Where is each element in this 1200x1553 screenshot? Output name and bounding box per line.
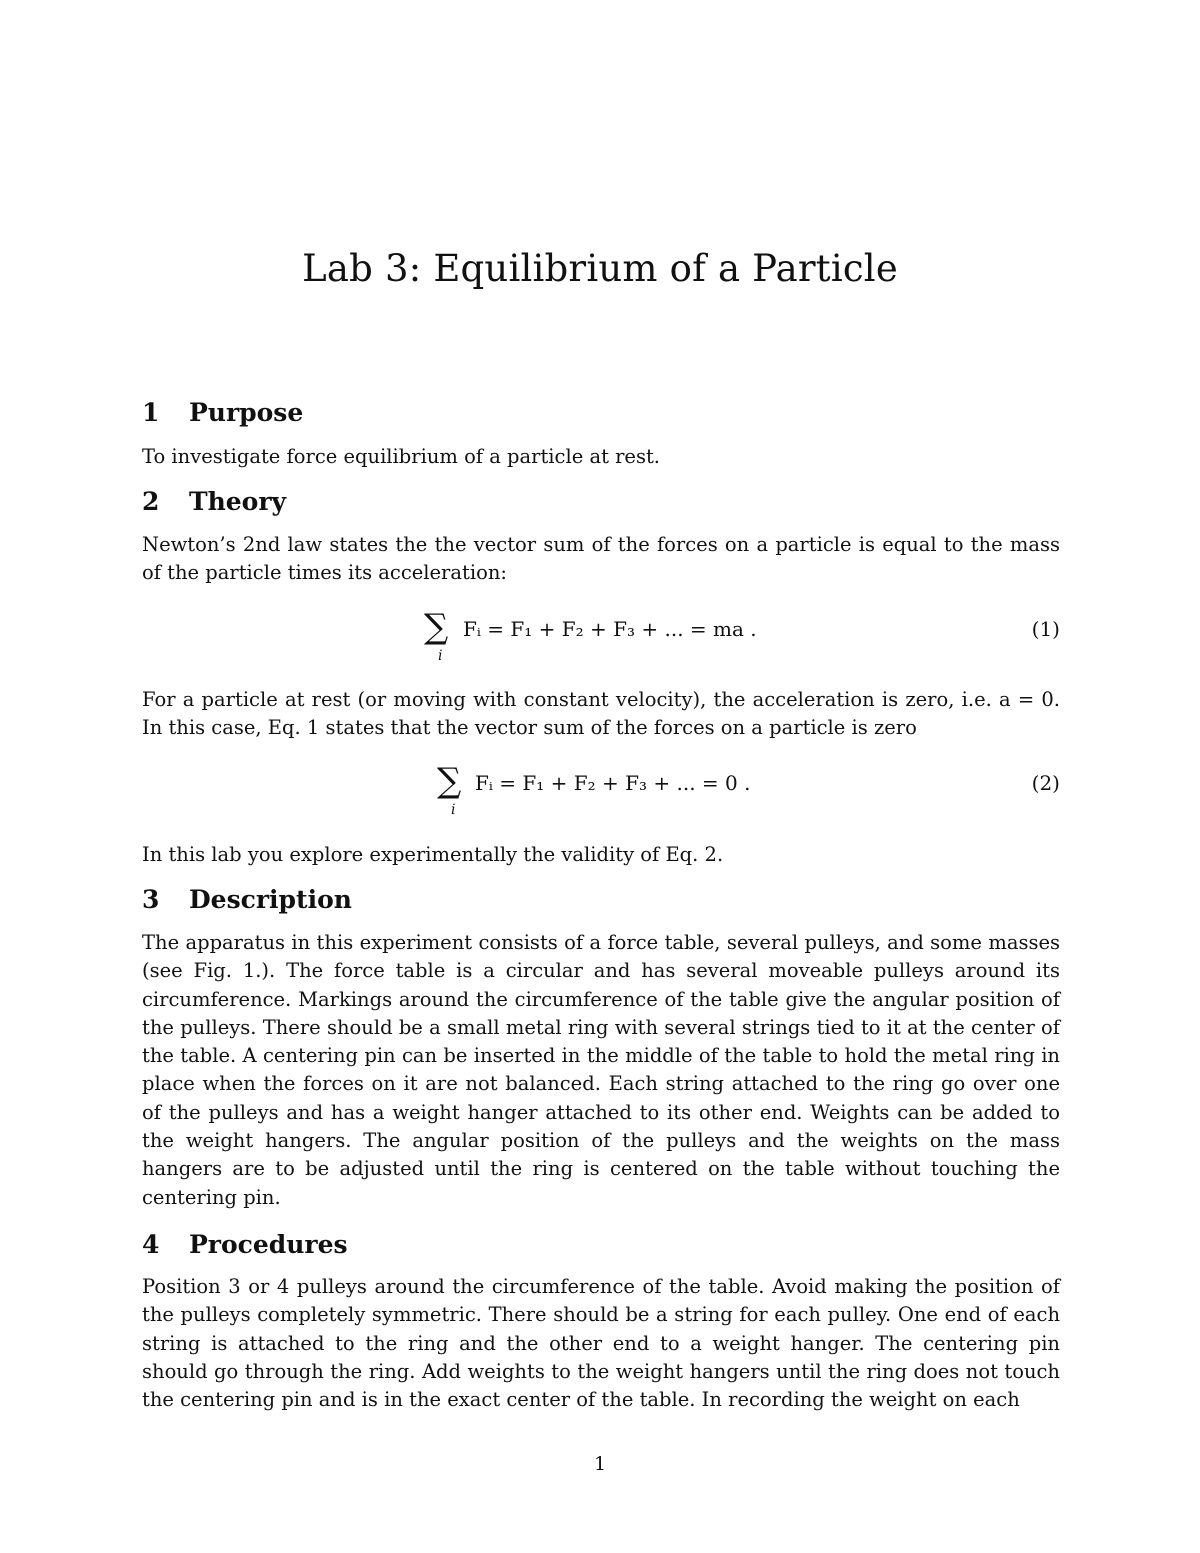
summation-symbol: ∑	[424, 607, 449, 647]
section-number: 2	[142, 487, 160, 516]
theory-paragraph-2: For a particle at rest (or moving with constant velocity), the acceleration is zero, i.e. a = 0. In this case, Eq. 1 states that the vector sum of the forces on a particle is zero	[142, 688, 1060, 740]
procedures-paragraph: Position 3 or 4 pulleys around the circumference of the table. Avoid making the position of the pulleys completely symmetric. There should be a string for each pulley. One end of each string is attached to the ring and the other end to a weight hanger. The centering pin should go through the ring. Add weights to the weight hangers until the ring does not touch the centering pin and is in the exact center of the table. In recording the weight on each	[142, 1275, 1060, 1412]
section-number: 1	[142, 398, 160, 427]
summation-symbol: ∑	[437, 761, 462, 801]
purpose-paragraph: To investigate force equilibrium of a particle at rest.	[142, 445, 661, 468]
equation-label: (1)	[1031, 617, 1060, 641]
description-paragraph: The apparatus in this experiment consists of a force table, several pulleys, and some masses (see Fig. 1.). The force table is a circular and has several moveable pulleys around its circumference. Markings around the circumference of the table give the angular position of the pulleys. There should be a small metal ring with several strings tied to it at the center of the table. A centering pin can be inserted in the middle of the table to hold the metal ring in place when the forces on it are not balanced. Each string attached to the ring go over one of the pulleys and has a weight hanger attached to its other end. Weights can be added to the weight hangers. The angular position of the pulleys and the weights on the mass hangers are to be adjusted until the ring is centered on the table without touching the centering pin.	[142, 931, 1060, 1209]
section-number: 3	[142, 885, 160, 914]
section-title: Procedures	[189, 1230, 348, 1259]
theory-paragraph-3: In this lab you explore experimentally the validity of Eq. 2.	[142, 843, 724, 866]
section-heading-purpose	[142, 398, 303, 427]
equation-expression: Fᵢ = F₁ + F₂ + F₃ + ... = ma .	[463, 617, 757, 641]
section-title: Purpose	[189, 398, 304, 427]
equation-1	[142, 607, 1060, 670]
equation-2	[142, 761, 1060, 824]
equation-expression: Fᵢ = F₁ + F₂ + F₃ + ... = 0 .	[475, 771, 751, 795]
page-number: 1	[593, 1453, 607, 1475]
section-heading-procedures	[142, 1230, 348, 1259]
summation-index: i	[451, 802, 456, 818]
section-heading-theory	[142, 487, 286, 516]
section-title: Theory	[189, 487, 287, 516]
equation-label: (2)	[1031, 771, 1060, 795]
section-number: 4	[142, 1230, 160, 1259]
section-heading-description	[142, 885, 352, 914]
theory-paragraph-1: Newton’s 2nd law states the the vector sum of the forces on a particle is equal to the mass of the particle times its acceleration:	[142, 533, 1060, 585]
summation-index: i	[438, 648, 443, 664]
document-title: Lab 3: Equilibrium of a Particle	[302, 246, 898, 290]
section-title: Description	[189, 885, 352, 914]
